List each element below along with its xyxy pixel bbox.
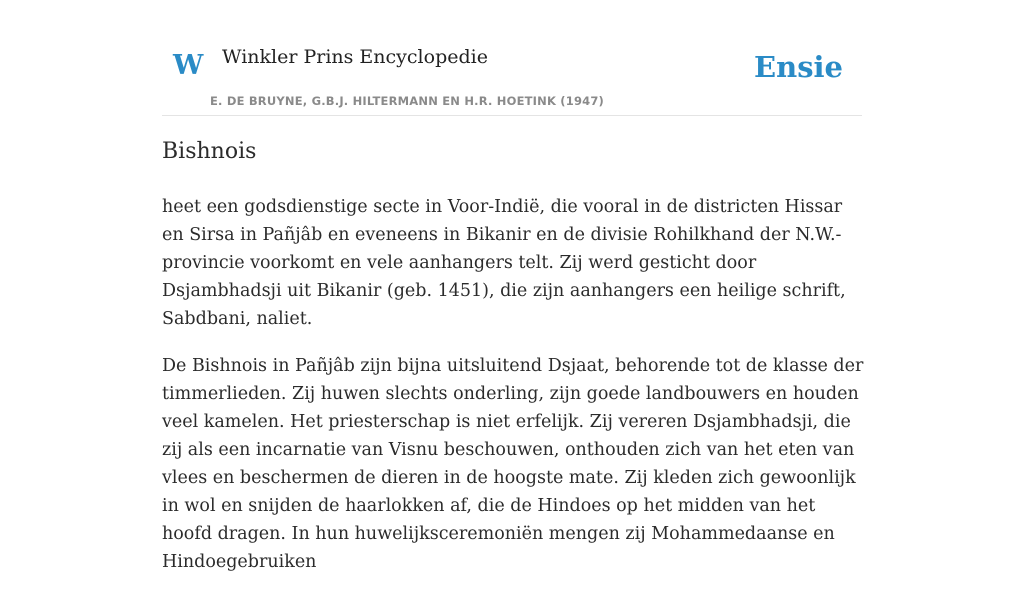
winkler-prins-logo[interactable]: W — [173, 50, 204, 81]
site-header — [162, 40, 862, 116]
encyclopedia-title[interactable]: Winkler Prins Encyclopedie — [222, 46, 488, 68]
article-title: Bishnois — [162, 139, 257, 164]
article-paragraph: De Bishnois in Pañjâb zijn bijna uitsluitend Dsjaat, behorende tot de klasse der timmerlieden. Zij huwen slechts onderling, zijn goede landbouwers en houden veel kamelen. Het priesterschap is niet erfelijk. Zij vereren Dsjambhadsji, die zij als een incarnatie van Visnu beschouwen, onthouden zich van het eten van vlees en beschermen de dieren in de hoogste mate. Zij kleden zich gewoonlijk in wol en snijden de haarlokken af, die de Hindoes op het midden van het hoofd dragen. In hun huwelijksceremoniën mengen zij Mohammedaanse en Hindoegebruiken — [162, 355, 864, 572]
article-paragraph: heet een godsdienstige secte in Voor-Indië, die vooral in de districten Hissar en Sirsa in Pañjâb en eveneens in Bikanir en de divisie Rohilkhand der N.W.-provincie voorkomt en vele aanhangers telt. Zij werd gesticht door Dsjambhadsji uit Bikanir (geb. 1451), die zijn aanhangers een heilige schrift, Sabdbani, naliet. — [162, 196, 846, 329]
encyclopedia-authors: E. DE BRUYNE, G.B.J. HILTERMANN EN H.R. HOETINK (1947) — [210, 94, 605, 108]
article — [162, 138, 867, 595]
ensie-logo[interactable]: Ensie — [754, 50, 843, 84]
